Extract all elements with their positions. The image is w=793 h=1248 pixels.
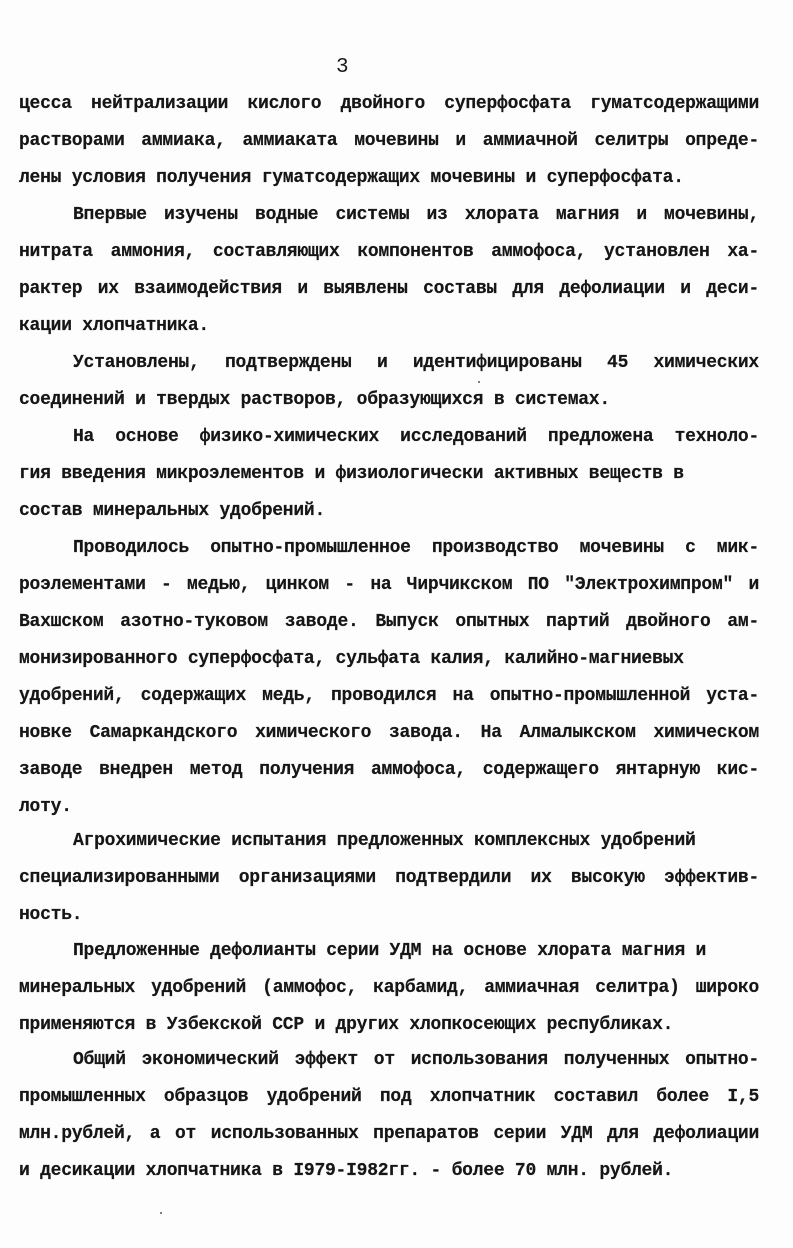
text-line: новке Самаркандского химического завода. На Алмалыкском химическом: [19, 723, 759, 743]
text-line: и десикации хлопчатника в I979-I982гг. - более 70 млн. рублей.: [19, 1161, 674, 1181]
text-line: промышленных образцов удобрений под хлопчатник составил более I,5: [19, 1087, 759, 1107]
text-line: Проводилось опытно-промышленное производство мочевины с мик-: [73, 538, 759, 558]
text-line: нитрата аммония, составляющих компонентов аммофоса, установлен ха-: [19, 242, 759, 262]
text-line: заводе внедрен метод получения аммофоса, содержащего янтарную кис-: [19, 760, 759, 780]
text-line: рактер их взаимодействия и выявлены составы для дефолиации и деси-: [19, 279, 759, 299]
text-line: специализированными организациями подтвердили их высокую эффектив-: [19, 868, 759, 888]
text-line: Установлены, подтверждены и идентифицированы 45 химических: [73, 353, 759, 373]
text-line: состав минеральных удобрений.: [19, 501, 326, 521]
text-line: монизированного суперфосфата, сульфата калия, калийно-магниевых: [19, 649, 684, 669]
text-line: гия введения микроэлементов и физиологически активных веществ в: [19, 464, 684, 484]
text-line: удобрений, содержащих медь, проводился на опытно-промышленной уста-: [19, 686, 759, 706]
text-line: млн.рублей, а от использованных препаратов серии УДМ для дефолиации: [19, 1124, 759, 1144]
text-line: Вахшском азотно-туковом заводе. Выпуск опытных партий двойного ам-: [19, 612, 759, 632]
text-line: применяются в Узбекской ССР и других хлопкосеющих республиках.: [19, 1015, 674, 1035]
text-line: соединений и твердых растворов, образующихся в системах.: [19, 390, 610, 410]
scan-speck: [160, 1212, 162, 1214]
text-line: На основе физико-химических исследований предложена техноло-: [73, 427, 759, 447]
text-line: цесса нейтрализации кислого двойного суперфосфата гуматсодержащими: [19, 94, 759, 114]
text-line: Агрохимические испытания предложенных комплексных удобрений: [73, 831, 696, 851]
text-line: Предложенные дефолианты серии УДМ на основе хлората магния и: [73, 941, 707, 961]
text-line: кации хлопчатника.: [19, 316, 209, 336]
page-number: 3: [336, 56, 349, 79]
text-line: роэлементами - медью, цинком - на Чирчикском ПО "Электрохимпром" и: [19, 575, 759, 595]
text-line: минеральных удобрений (аммофос, карбамид, аммиачная селитра) широко: [19, 978, 759, 998]
scan-speck: [478, 381, 480, 383]
text-line: растворами аммиака, аммиаката мочевины и аммиачной селитры опреде-: [19, 131, 759, 151]
text-line: ность.: [19, 905, 83, 925]
text-line: Впервые изучены водные системы из хлората магния и мочевины,: [73, 205, 759, 225]
text-line: Общий экономический эффект от использования полученных опытно-: [73, 1050, 759, 1070]
text-line: лены условия получения гуматсодержащих мочевины и суперфосфата.: [19, 168, 684, 188]
text-line: лоту.: [19, 797, 72, 817]
